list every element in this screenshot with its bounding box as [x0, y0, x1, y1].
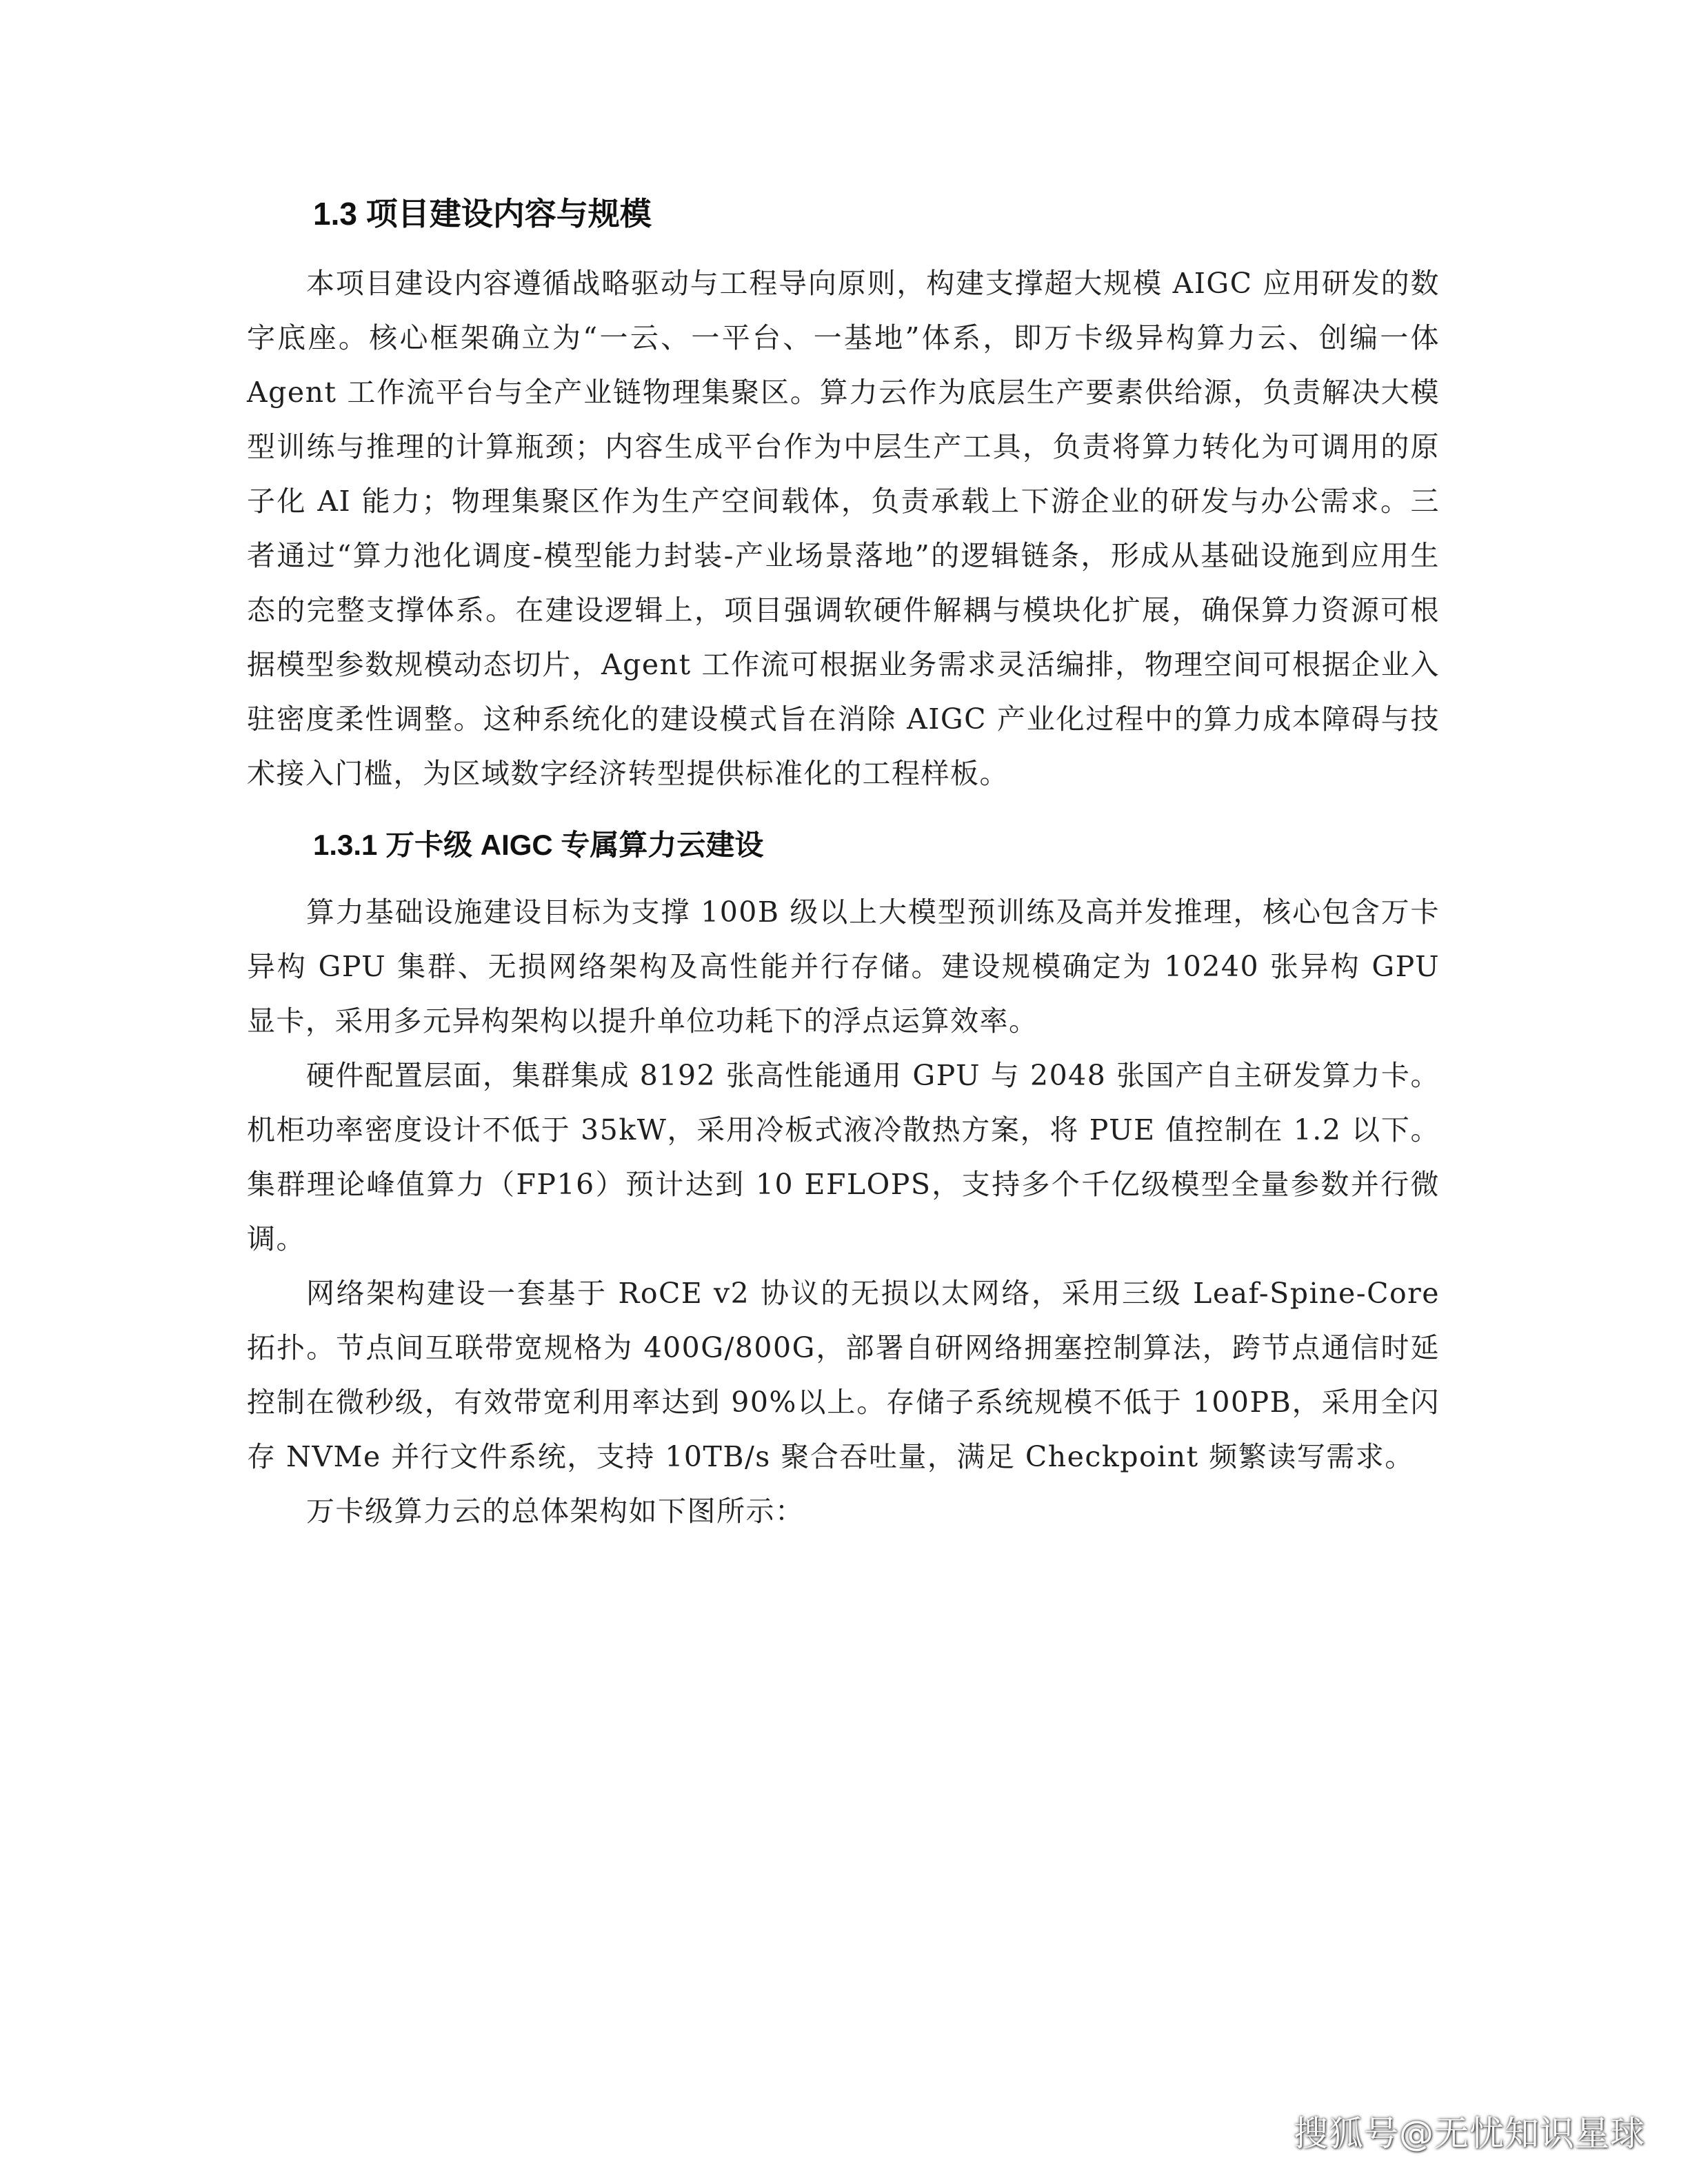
- subsection-heading: 1.3.1 万卡级 AIGC 专属算力云建设: [313, 829, 764, 861]
- section-paragraph-1: 本项目建设内容遵循战略驱动与工程导向原则，构建支撑超大规模 AIGC 应用研发的数字底座。核心框架确立为“一云、一平台、一基地”体系，即万卡级异构算力云、创编一体 Agent 工作流平台与全产业链物理集聚区。算力云作为底层生产要素供给源，负责解决大模型训练与推理的计算瓶颈；内容生成平台作为中层生产工具，负责将算力转化为可调用的原子化 AI 能力；物理集聚区作为生产空间载体，负责承载上下游企业的研发与办公需求。三者通过“算力池化调度-模型能力封装-产业场景落地”的逻辑链条，形成从基础设施到应用生态的完整支撑体系。在建设逻辑上，项目强调软硬件解耦与模块化扩展，确保算力资源可根据模型参数规模动态切片，Agent 工作流可根据业务需求灵活编排，物理空间可根据企业入驻密度柔性调整。这种系统化的建设模式旨在消除 AIGC 产业化过程中的算力成本障碍与技术接入门槛，为区域数字经济转型提供标准化的工程样板。: [247, 267, 1440, 790]
- subsection-paragraph-2: 硬件配置层面，集群集成 8192 张高性能通用 GPU 与 2048 张国产自主研发算力卡。机柜功率密度设计不低于 35kW，采用冷板式液冷散热方案，将 PUE 值控制在 1.2 以下。集群理论峰值算力（FP16）预计达到 10 EFLOPS，支持多个千亿级模型全量参数并行微调。: [247, 1059, 1440, 1255]
- subsection-paragraph-4: 万卡级算力云的总体架构如下图所示：: [306, 1495, 805, 1528]
- document-content: [247, 192, 1440, 1539]
- subsection-paragraph-1: 算力基础设施建设目标为支撑 100B 级以上大模型预训练及高并发推理，核心包含万卡异构 GPU 集群、无损网络架构及高性能并行存储。建设规模确定为 10240 张异构 GPU 显卡，采用多元异构架构以提升单位功耗下的浮点运算效率。: [247, 896, 1440, 1038]
- subsection-paragraph-3: 网络架构建设一套基于 RoCE v2 协议的无损以太网络，采用三级 Leaf-Spine-Core 拓扑。节点间互联带宽规格为 400G/800G，部署自研网络拥塞控制算法，跨节点通信时延控制在微秒级，有效带宽利用率达到 90%以上。存储子系统规模不低于 100PB，采用全闪存 NVMe 并行文件系统，支持 10TB/s 聚合吞吐量，满足 Checkpoint 频繁读写需求。: [247, 1277, 1440, 1473]
- section-heading: 1.3 项目建设内容与规模: [313, 196, 652, 232]
- watermark-text: 搜狐号@无忧知识星球: [1294, 2114, 1645, 2154]
